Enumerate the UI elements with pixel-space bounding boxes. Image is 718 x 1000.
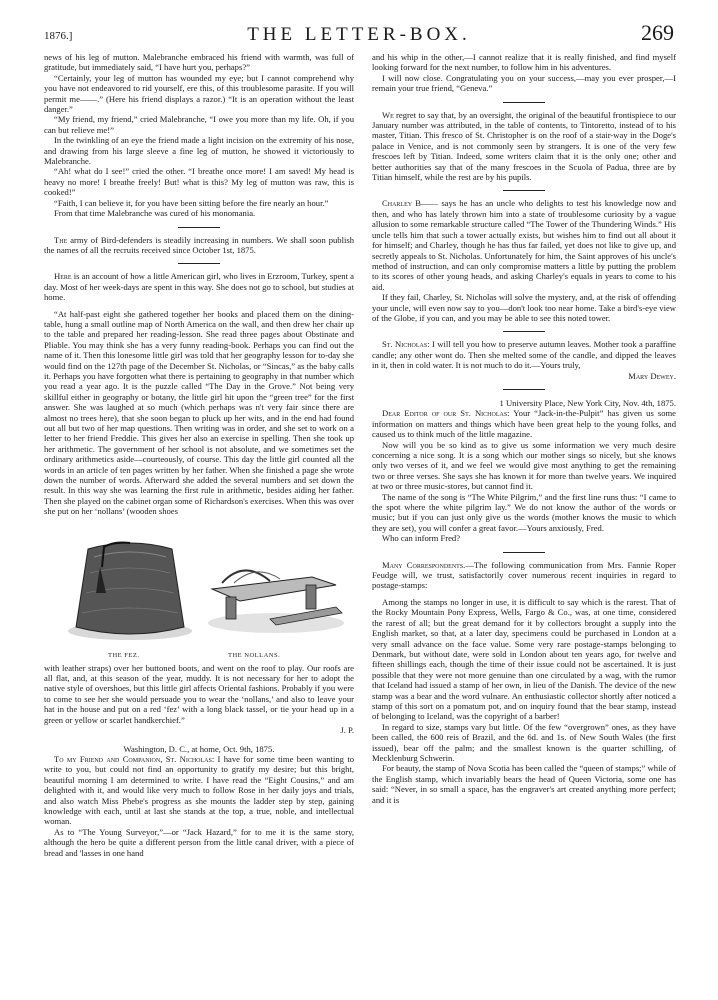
paragraph: “Ah! what do I see!” cried the other. “I breathe once more! I am saved! My head is heavy no more! I breathe freely! But! what is this? My leg of mutton was raw, this is cooked!” — [44, 166, 354, 198]
lead-word: St. Nicholas — [382, 339, 428, 350]
paragraph: From that time Malebranche was cured of his monomania. — [54, 208, 256, 219]
place-date: Washington, D. C., at home, Oct. 9th, 1875. — [123, 743, 275, 754]
paragraph: In the twinkling of an eye the friend made a light incision on the extremity of his nose, and drawing from his large sleeve a fine leg of mutton, he showed it victoriously to Malebranche. — [44, 135, 354, 167]
note-text: army of Bird-defenders is steadily increasing in numbers. We shall soon publish the names of all the recruits received since October 1st, 1875. — [44, 234, 354, 255]
left-column — [44, 52, 354, 858]
lead-word: To my Friend and Companion, St. Nicholas — [54, 753, 212, 764]
lead-word: The — [54, 234, 68, 245]
erzroom-letter: “At half-past eight she gathered together her books and placed them on the dining-table, hung a small outline map of North America on the wall, and then drew her chair up to the table and prepared her reading-lesson. She read three pages about Obstinate and Pliable. You may think she has a very funny reading-book. Perhaps you can find out the name of it. Then this lonesome little girl was told that her geography lesson for to-day she would find on the 127th page of the December St. Nicholas, or “Sincas,” as the baby calls it. Perhaps you have forgotten what there is pertaining to geography in that number which you read a year ago. It is the puzzle called “The Day in the Grove.” Not being very skillful either in geography or botany, the little girl hit upon the “green tree” for the first answer. She was laughed at so much (which perhaps was n't very fair since there are almost no trees here), that she soon began to pluck up her wits, and in the end had found out all but two of her map questions. Then writing was in order, and she set to work on a letter to her friend Freddie. This gives her also an exercise in spelling. Then she took up her arithmetic. The government of her school is not absolute, and we sometimes set the ordinary arithmetics aside—courteously, of course. This day the little girl counted all the words in an article of ten pages written by her father. When she finished a page she wrote down the number of words. Afterward she added the several numbers and set down the result. In this way she was learning the first rule in arithmetic, besides aiding her father. Then she played on the cabinet organ some of Richardson's exercises. When this was over she put on her ‘nollans’ (wooden shoes — [44, 308, 354, 517]
note-text: regret to say that, by an oversight, the original of the beautiful frontispiece to our January number was attributed, in the table of contents, to Tintoretto, instead of to his master, Titian. This fresco of St. Christopher is on the roof of a stair-way in the Doge's palace in Venice, and is not commonly seen by strangers. It is one of the very few frescoes left by Titian. Indeed, some writers claim that it is the only one; other and better authorities say that of the many frescoes in the Scuola of Padua, three are by Titian himself, while the rest are by his pupils. — [372, 109, 676, 183]
note-text: says he has an uncle who delights to test his knowledge now and then, and who has lately thrown him into a state of troublesome curiosity by a vague allusion to some remarkable structure called “The Tower of the Thundering Winds.” His uncle tells him that such a tower actually exists, but wishes him to find out all about it for himself; and Charley, though he has thus far failed, yet does not like to give up, and secretly appeals to St. Nicholas. Unfortunately for him, the Saint approves of his uncle's method of instruction, and can only compromise matters a little by putting the problem to its scores of other young heads, and asking Charley's equals in years to come to his aid. — [372, 198, 676, 292]
lead-word: Dear Editor of our St. Nicholas — [382, 408, 508, 419]
intro-text: .—The following communication from Mrs. Fannie Roper Feudge will, we trust, satisfactorily cover numerous recent inquiries in regard to postage-stamps: — [372, 559, 676, 591]
header-year: 1876.] — [44, 30, 73, 42]
divider — [503, 331, 545, 332]
illustration-fez-nollans — [44, 523, 354, 663]
intro-text: is an account of how a little American girl, who lives in Erzroom, Turkey, spent a day. Most of her week-days are spent in this way. She does not go to school, but studies at home. — [44, 271, 354, 303]
page-header — [44, 4, 674, 48]
paragraph: In regard to size, stamps vary but little. Of the few “overgrown” ones, as they have been called, the 600 reis of Brazil, and the 6d. and 1s. of New South Wales (the first issued), bear off the palm; and the smallest known is the quarter schilling, of Mecklenburg Schwerin. — [372, 721, 676, 763]
paragraph: Now will you be so kind as to give us some information we very much desire concerning a nice song. It is a song which our mother sings so nicely, but she knows only two verses of it, and we feel we would give most anything to get the remaining two or three verses. She says she has known it for more than twelve years. We inquired at two or three music-stores, but cannot find it. — [372, 439, 676, 492]
paragraph: Who can inform Fred? — [382, 533, 461, 544]
lead-word: We — [382, 109, 394, 120]
lead-word: Many Correspondents — [382, 559, 464, 570]
paragraph: and his whip in the other,—I cannot realize that it is really finished, and find myself looking forward for the next number, to follow him in his adventures. — [372, 52, 676, 73]
fez-icon — [68, 542, 192, 640]
lead-word: Here — [54, 271, 72, 282]
letter-text: : Your “Jack-in-the-Pulpit” has given us some information on matters and things which have been great help to the young folks, and caused us to think much of the little magazine. — [372, 408, 676, 440]
divider — [503, 552, 545, 553]
paragraph: Among the stamps no longer in use, it is difficult to say which is the rarest. That of the Rocky Mountain Pony Express, Wells, Fargo & Co., was, at one time, considered the rarest of all; but the great demand for it by collectors brought a supply into the English market, so that, at a later day, specimens could be purchased in London at a very small advance on the face value. Some very rare postage-stamps belonging to Denmark, but without date, were sold in London about ten years ago, for twelve and fifteen shillings each, though the time of their issue could not be ascertained. It is just possible that they were not more genuine than one circulated by a wag, with the rumor that Iceland had issued a stamp of her own, in lieu of the Danish. The device of the new stamp was a bear and the word vulnare. An enthusiastic collector shortly after noticed a stamp of this sort on a pomatum pot, and on inquiry found that the bear stamp, instead of belonging to Iceland, was the copyright of a barber! — [372, 596, 676, 722]
bird-defenders-note — [44, 235, 354, 256]
song-letter — [372, 408, 676, 439]
paragraph: “Certainly, your leg of mutton has wounded my eye; but I cannot comprehend why you have not endeavored to rid yourself, ere this, of this troublesome parasite. If you will permit me——.” (Here his friend displays a razor.) “It is an operation without the least danger.” — [44, 72, 354, 115]
divider — [503, 389, 545, 390]
lead-word: Charley B—— — [382, 198, 439, 209]
letter-text: : I will tell you how to preserve autumn leaves. Mother took a paraffine candle; any other wont do. Then she melted some of the candle, and dipped the leaves in it, then in cold water. It is not much to do it.—Yours truly, — [372, 339, 676, 371]
stamps-intro — [372, 560, 676, 591]
charley-note — [372, 198, 676, 292]
signature-jp: J. P. — [340, 725, 354, 736]
caption-nollans: THE NOLLANS. — [228, 651, 281, 659]
divider — [503, 102, 545, 103]
erzroom-intro — [44, 271, 354, 302]
paragraph: If they fail, Charley, St. Nicholas will solve the mystery, and, at the risk of offending your uncle, will even now say to you—don't look too near home. Take a bird's-eye view of the Globe, if you can, and you may be able to see this noted tower. — [372, 292, 676, 323]
page-number: 269 — [641, 20, 674, 45]
caption-fez: THE FEZ. — [108, 651, 140, 659]
paragraph: The name of the song is “The White Pilgrim,” and the first line runs thus: “I came to the spot where the white pilgrim lay.” We do not know the author of the words or music; but if you can just only give us the words (mother knows the music to which they are set), you will confer a great favor.—Yours anxiously, Fred. — [372, 491, 676, 533]
autumn-leaves-letter — [372, 339, 676, 370]
divider — [178, 227, 220, 228]
paragraph: As to “The Young Surveyor,”—or “Jack Hazard,” for to me it is the same story, although the hero be quite a different person from the little canal driver, with a piece of bread and 'lasses in one hand — [44, 826, 354, 858]
place-date: 1 University Place, New York City, Nov. 4th, 1875. — [499, 397, 676, 408]
friend-letter — [44, 754, 354, 827]
paragraph: “Faith, I can believe it, for you have been sitting before the fire nearly an hour.” — [54, 197, 329, 208]
paragraph: I will now close. Congratulating you on your success,—may you ever prosper,—I remain your true friend, “Geneva.” — [372, 72, 676, 94]
erzroom-letter-cont: with leather straps) over her buttoned boots, and went on the roof to play. Our roofs are all flat, and, at this season of the year, muddy. It is not necessary for her to adopt the native style of overshoes, but this little girl affects Oriental fashions. Probably if you were to come to see her she would persuade you to wear the ‘nollans,’ and also to leave your hat in the house and put on a red ‘fez’ with a long black tassel, or tie your head up in a green or yellow or scarlet handkerchief.” — [44, 662, 354, 725]
divider — [503, 190, 545, 191]
titian-note — [372, 110, 676, 183]
paragraph: For beauty, the stamp of Nova Scotia has been called the “queen of stamps;” while of the English stamp, which invariably bears the head of Queen Victoria, some one has said: “Never, in so small a space, has the engraver's art created anything more perfect; and it is — [372, 763, 676, 805]
nollans-icon — [208, 570, 344, 633]
right-column — [372, 52, 676, 805]
paragraph: “My friend, my friend,” cried Malebranche, “I owe you more than my life. Oh, if you can but relieve me!” — [44, 114, 354, 135]
paragraph: news of his leg of mutton. Malebranche embraced his friend with warmth, was full of gratitude, but immediately said, “I have hurt you, perhaps?” — [44, 52, 354, 73]
fez-nollans-drawing — [44, 523, 354, 651]
divider — [178, 263, 220, 264]
letter-text: : I have for some time been wanting to write to you, but could not find an opportunity to gratify my desire; but this bright, beautiful morning I am determined to write. I have read the “Eight Cousins,” and am delighted with it, and would like very much to follow Rose in her daily joys and trials, and also watch Miss Phebe's progress as she mounts the ladder step by step, gaining knowledge with each, until at last she stands at the top, a true, noble, and intellectual woman. — [44, 753, 354, 827]
signature-mary-dewey: Mary Dewey. — [628, 370, 676, 381]
header-title: THE LETTER-BOX. — [247, 24, 471, 45]
